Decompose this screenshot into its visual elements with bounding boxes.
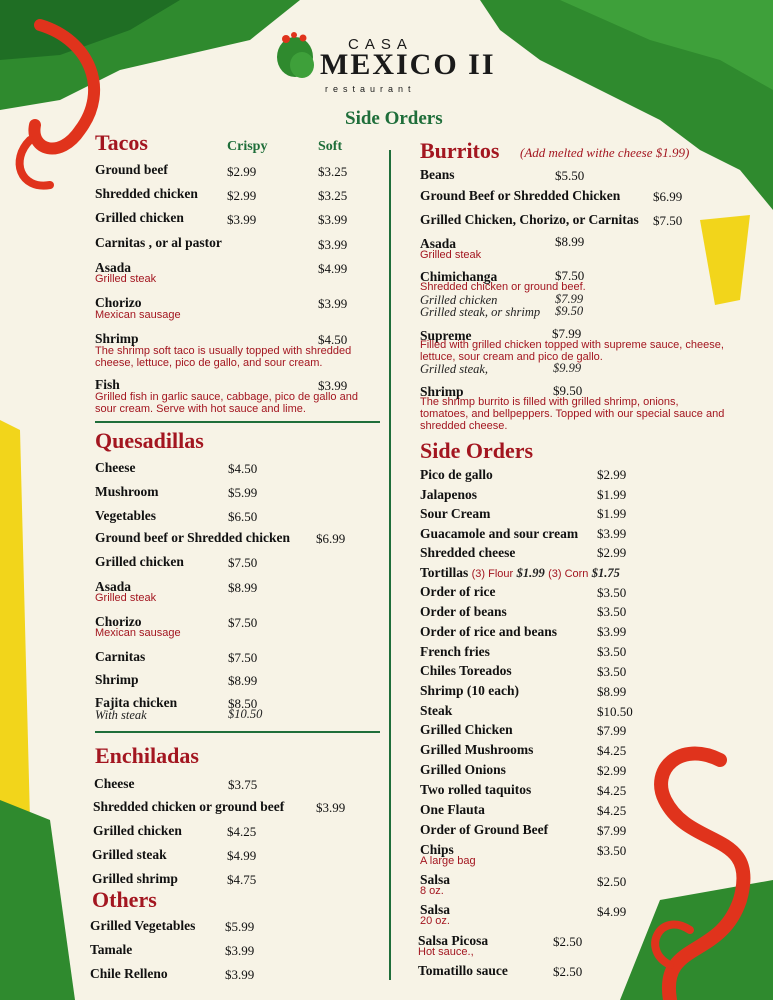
taco-crispy-price: $2.99 [227,164,257,179]
quesadilla-price: $6.50 [228,509,258,524]
quesadilla-item-name: Cheese [95,460,136,475]
quesadilla-item-name: Chorizo [95,614,142,629]
quesadilla-price: $7.50 [228,650,258,665]
taco-item-name: Fish [95,377,120,392]
side-item-name: French fries [420,644,490,659]
enchilada-item-name: Grilled steak [92,847,167,862]
burrito-price: $7.50 [555,268,585,283]
cactus-logo-icon [272,27,318,83]
side-item-name: Grilled Chicken [420,722,513,737]
side-item-name: Guacamole and sour cream [420,526,579,541]
burrito-sub-name: Grilled steak, [420,362,489,376]
side-item-name: Salsa Picosa [418,933,489,948]
enchilada-item-name: Grilled chicken [93,823,182,838]
taco-item-desc: Grilled fish in garlic sauce, cabbage, pico de gallo and sour cream. Serve with hot sauce and lime. [95,391,358,415]
burritos-note: (Add melted withe cheese $1.99) [520,145,690,160]
side-price: $3.99 [597,624,627,639]
side-item-name: Salsa [420,902,451,917]
side-item-name: Shrimp (10 each) [420,683,519,698]
brand-tagline: restaurant [325,84,416,94]
quesadilla-price: $4.50 [228,461,258,476]
enchilada-price: $3.75 [228,777,258,792]
quesadilla-sub-price: $10.50 [228,707,263,721]
side-item-name: Order of Ground Beef [420,822,549,837]
side-item-name: Pico de gallo [420,467,493,482]
quesadilla-sub-name: With steak [95,708,147,722]
side-price: $3.99 [597,526,627,541]
page-title: Side Orders [345,108,443,129]
burrito-price: $9.50 [553,383,583,398]
others-price: $3.99 [225,943,255,958]
others-heading: Others [92,887,157,912]
side-item-name: Shredded cheese [420,545,516,560]
tacos-col-soft: Soft [318,139,343,154]
side-price: $3.50 [597,604,627,619]
burrito-price: $7.99 [552,326,582,341]
burrito-item-name: Ground Beef or Shredded Chicken [420,188,621,203]
burrito-sub-name: Grilled chicken [420,293,498,307]
quesadilla-item-name: Fajita chicken [95,695,178,710]
side-price: $1.99 [597,506,627,521]
burrito-sub-price: $9.99 [553,361,582,375]
enchilada-price: $3.99 [316,800,346,815]
side-item-name: Chips [420,842,454,857]
burrito-item-name: Asada [420,236,457,251]
taco-item-name: Chorizo [95,295,142,310]
side-price: $7.99 [597,723,627,738]
quesadilla-price: $7.50 [228,555,258,570]
side-price: $2.50 [597,874,627,889]
burrito-item-name: Chimichanga [420,269,498,284]
taco-soft-price: $3.25 [318,188,348,203]
side-price: $3.50 [597,664,627,679]
taco-soft-price: $3.99 [318,296,348,311]
side-price: $2.50 [553,934,583,949]
taco-item-name: Grilled chicken [95,210,184,225]
quesadilla-price: $8.99 [228,673,258,688]
side-price: $2.99 [597,763,627,778]
quesadilla-price: $7.50 [228,615,258,630]
taco-item-name: Shrimp [95,331,139,346]
taco-item-name: Shredded chicken [95,186,198,201]
burrito-item-name: Beans [420,167,455,182]
side-item-desc: 8 oz. [420,885,444,897]
burrito-item-desc: Filled with grilled chicken topped with supreme sauce, cheese, lettuce, sour cream and pico de gallo. [420,339,724,363]
side-item-name: Sour Cream [420,506,491,521]
burrito-item-name: Grilled Chicken, Chorizo, or Carnitas [420,212,639,227]
taco-item-desc: Grilled steak [95,273,157,285]
taco-soft-price: $4.50 [318,332,348,347]
taco-soft-price: $4.99 [318,261,348,276]
tortillas-corn-qty: (3) Corn [548,568,589,580]
side-item-name: One Flauta [420,802,485,817]
side-orders-heading: Side Orders [420,438,534,463]
side-item-name: Order of beans [420,604,507,619]
side-tortillas [420,565,620,581]
taco-item-desc: The shrimp soft taco is usually topped with shredded cheese, lettuce, pico de gallo, and sour cream. [95,345,352,369]
quesadilla-item-name: Asada [95,579,132,594]
quesadilla-item-name: Grilled chicken [95,554,184,569]
taco-soft-price: $3.25 [318,164,348,179]
enchilada-item-name: Grilled shrimp [92,871,178,886]
others-price: $3.99 [225,967,255,982]
quesadilla-item-name: Vegetables [95,508,156,523]
tacos-col-crispy: Crispy [227,139,268,154]
quesadillas-heading: Quesadillas [95,428,204,453]
side-item-name: Steak [420,703,453,718]
side-item-name: Grilled Mushrooms [420,742,534,757]
burrito-item-name: Shrimp [420,384,464,399]
side-item-name: Salsa [420,872,451,887]
burrito-item-desc: Grilled steak [420,249,482,261]
side-price: $10.50 [597,704,633,719]
section-divider [95,421,380,423]
taco-item-desc: Mexican sausage [95,309,181,321]
taco-item-name: Ground beef [95,162,168,177]
side-item-desc: 20 oz. [420,915,450,927]
side-price: $8.99 [597,684,627,699]
side-item-desc: A large bag [420,855,476,867]
side-item-name: Two rolled taquitos [420,782,532,797]
taco-soft-price: $3.99 [318,237,348,252]
side-item-name: Tomatillo sauce [418,963,508,978]
section-divider [95,731,380,733]
side-price: $2.99 [597,545,627,560]
enchilada-price: $4.25 [227,824,257,839]
quesadilla-item-name: Carnitas [95,649,146,664]
brand-name: MEXICO II [320,48,496,81]
enchilada-price: $4.75 [227,872,257,887]
quesadilla-price: $6.99 [316,531,346,546]
quesadilla-price: $8.99 [228,580,258,595]
side-item-name: Order of rice [420,584,496,599]
side-item-desc: Hot sauce., [418,946,474,958]
quesadilla-item-desc: Grilled steak [95,592,157,604]
side-item-name: Jalapenos [420,487,478,502]
side-price: $4.25 [597,743,627,758]
burrito-item-desc: Shredded chicken or ground beef. [420,281,586,293]
tortillas-flour-price: $1.99 [516,566,545,580]
side-price: $7.99 [597,823,627,838]
quesadilla-item-desc: Mexican sausage [95,627,181,639]
burritos-heading: Burritos [420,138,500,163]
enchilada-item-name: Shredded chicken or ground beef [93,799,285,814]
taco-soft-price: $3.99 [318,378,348,393]
others-price: $5.99 [225,919,255,934]
taco-crispy-price: $2.99 [227,188,257,203]
taco-item-name: Carnitas , or al pastor [95,235,222,250]
taco-crispy-price: $3.99 [227,212,257,227]
taco-item-name: Asada [95,260,132,275]
quesadilla-price: $5.99 [228,485,258,500]
side-item-name: Chiles Toreados [420,663,512,678]
side-price: $3.50 [597,843,627,858]
quesadilla-price: $8.50 [228,696,258,711]
tortillas-flour-qty: (3) Flour [471,568,514,580]
enchilada-price: $4.99 [227,848,257,863]
burrito-item-desc: The shrimp burrito is filled with grilled shrimp, onions, tomatoes, and bellpeppers. Topped with our special sauce and shredded cheese. [420,396,725,432]
side-price: $2.99 [597,467,627,482]
side-item-name: Order of rice and beans [420,624,557,639]
quesadilla-item-name: Ground beef or Shredded chicken [95,530,291,545]
enchilada-item-name: Cheese [94,776,135,791]
burrito-sub-price: $9.50 [555,304,584,318]
side-price: $3.50 [597,585,627,600]
quesadilla-item-name: Shrimp [95,672,139,687]
burrito-item-name: Supreme [420,328,472,343]
side-price: $4.25 [597,783,627,798]
tortillas-corn-price: $1.75 [591,566,620,580]
others-item-name: Chile Relleno [90,966,168,981]
side-price: $4.25 [597,803,627,818]
burrito-price: $7.50 [653,213,683,228]
enchiladas-heading: Enchiladas [95,743,199,768]
taco-soft-price: $3.99 [318,212,348,227]
burrito-sub-name: Grilled steak, or shrimp [420,305,541,319]
burrito-price: $8.99 [555,234,585,249]
quesadilla-item-name: Mushroom [95,484,159,499]
side-tortillas-name: Tortillas [420,565,469,580]
burrito-price: $5.50 [555,168,585,183]
others-item-name: Tamale [90,942,133,957]
burrito-price: $6.99 [653,189,683,204]
side-price: $2.50 [553,964,583,979]
side-price: $4.99 [597,904,627,919]
burrito-sub-price: $7.99 [555,292,584,306]
side-item-name: Grilled Onions [420,762,506,777]
others-item-name: Grilled Vegetables [90,918,196,933]
brand-line1: CASA [348,36,413,53]
tacos-heading: Tacos [95,130,148,155]
side-price: $1.99 [597,487,627,502]
side-price: $3.50 [597,644,627,659]
column-divider [389,150,391,980]
